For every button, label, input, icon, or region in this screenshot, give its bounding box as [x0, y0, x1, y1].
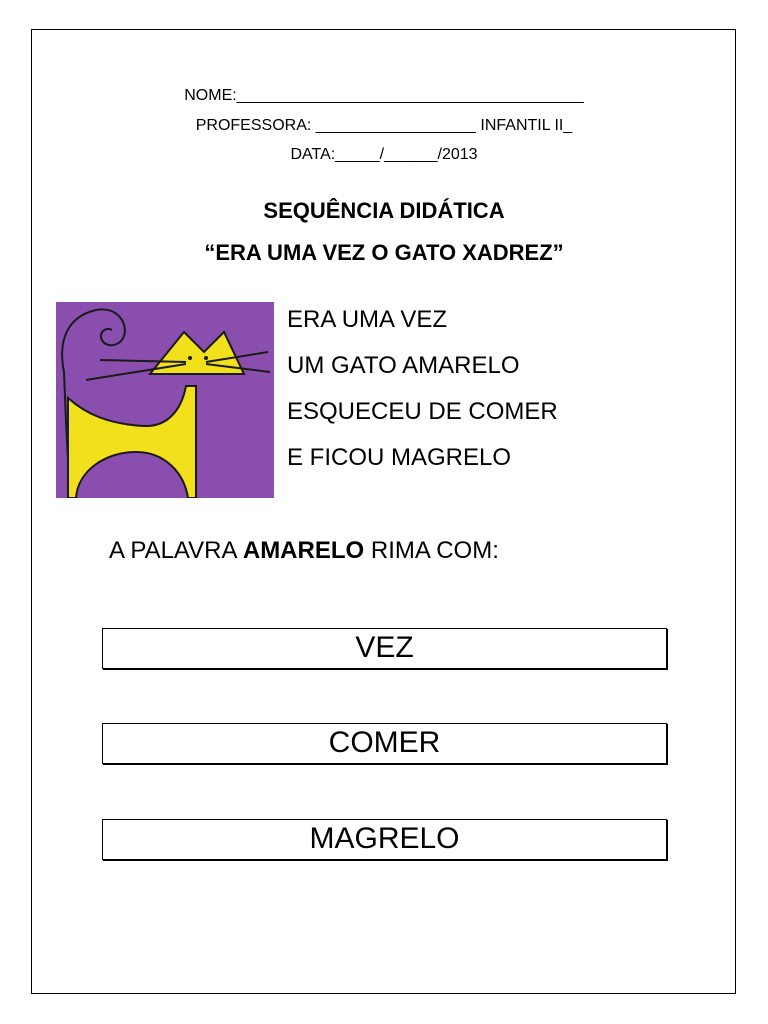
rhyme-question: [109, 536, 499, 566]
date-field-line: DATA:_____/______/2013: [290, 146, 478, 163]
option-vez[interactable]: VEZ: [102, 628, 667, 669]
option-magrelo[interactable]: MAGRELO: [102, 819, 667, 860]
yellow-cat-illustration: [56, 302, 274, 498]
worksheet-title: SEQUÊNCIA DIDÁTICA: [263, 198, 505, 223]
poem-line: ERA UMA VEZ: [287, 306, 448, 333]
name-field-line: NOME:_______________________________________: [184, 87, 584, 104]
poem-line: ESQUECEU DE COMER: [287, 398, 558, 425]
poem-line: E FICOU MAGRELO: [287, 444, 512, 471]
question-suffix: RIMA COM:: [370, 537, 499, 564]
teacher-field-line: PROFESSORA: __________________ INFANTIL II_: [195, 117, 573, 134]
option-comer[interactable]: COMER: [102, 723, 667, 764]
question-prefix: A PALAVRA: [109, 537, 237, 564]
poem-line: UM GATO AMARELO: [287, 352, 520, 379]
worksheet-subtitle: “ERA UMA VEZ O GATO XADREZ”: [204, 240, 564, 265]
question-keyword: AMARELO: [242, 537, 365, 564]
